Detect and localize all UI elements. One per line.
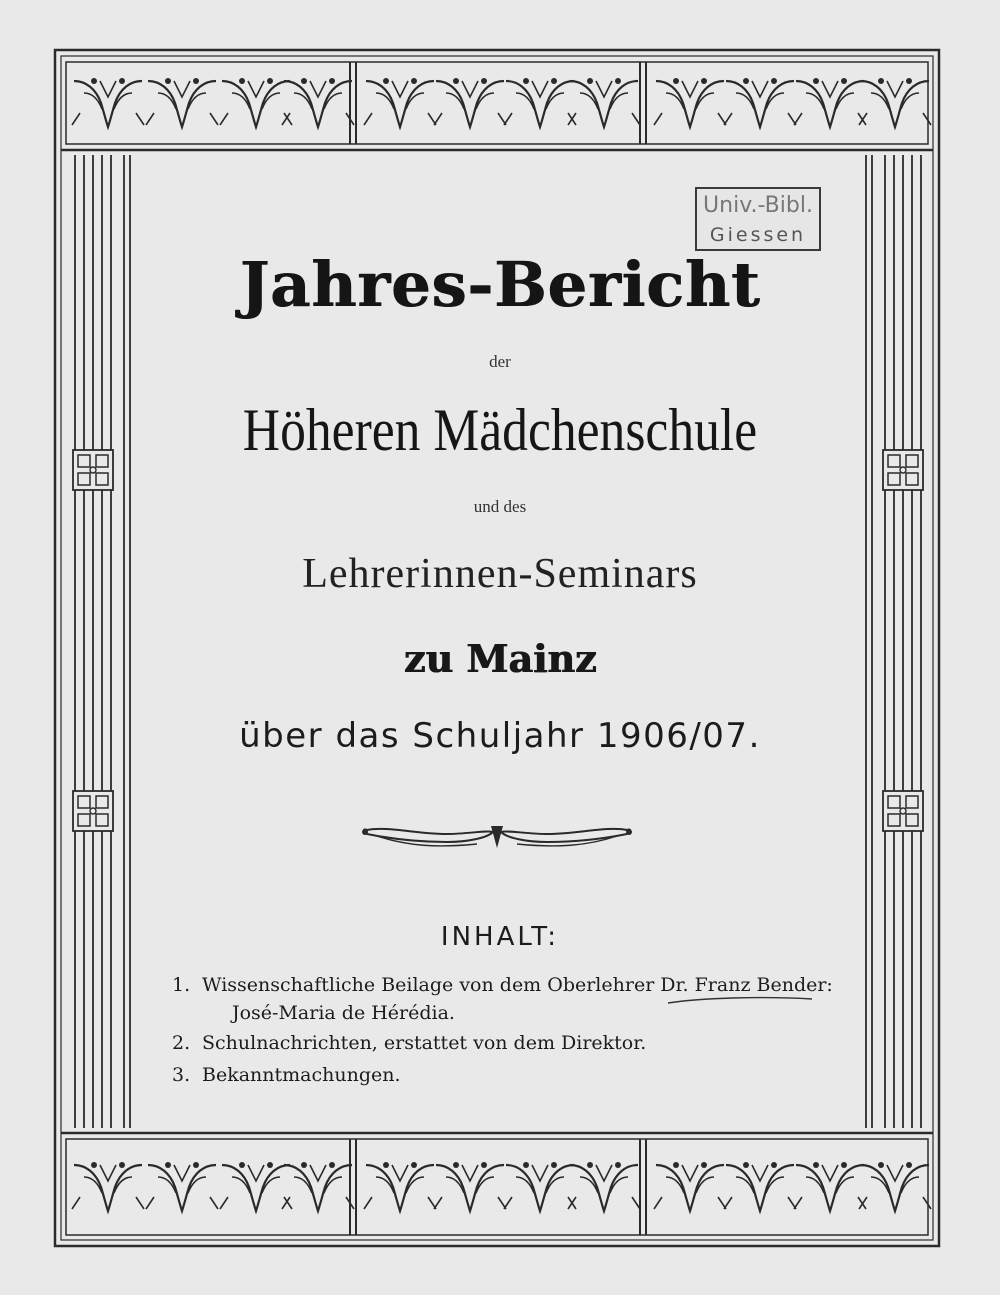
connector-und-des: und des xyxy=(473,497,527,516)
library-stamp xyxy=(695,187,821,251)
band-ornament xyxy=(364,1162,436,1211)
stamp-line1: Univ.-Bibl. xyxy=(703,193,813,218)
band-ornament xyxy=(434,1162,506,1211)
band-ornament xyxy=(282,1162,354,1211)
item-number: 2. xyxy=(172,1032,191,1054)
item-text: Wissenschaftliche Beilage von dem Oberlehrer Dr. Franz Bender: xyxy=(202,974,833,996)
contents-item-continuation: José-Maria de Hérédia. xyxy=(232,1002,455,1024)
city-line: zu Mainz xyxy=(403,636,597,681)
band-ornament xyxy=(654,1162,726,1211)
seminar-name: Lehrerinnen-Seminars xyxy=(302,551,698,597)
school-year-line: über das Schuljahr 1906/07. xyxy=(239,716,761,756)
band-ornament xyxy=(654,78,726,127)
center-ornament xyxy=(362,826,632,848)
band-ornament xyxy=(568,78,640,127)
band-ornament xyxy=(220,1162,292,1211)
band-ornament xyxy=(504,1162,576,1211)
band-ornament xyxy=(724,78,796,127)
item-number: 1. xyxy=(172,974,191,996)
item-text: Schulnachrichten, erstattet von dem Direktor. xyxy=(202,1032,647,1054)
band-ornament xyxy=(282,78,354,127)
school-name: Höheren Mädchenschule xyxy=(242,397,758,463)
band-ornament xyxy=(794,1162,866,1211)
connector-der: der xyxy=(489,352,511,371)
band-ornament xyxy=(724,1162,796,1211)
report-title: Jahres-Bericht xyxy=(239,248,761,321)
contents-item xyxy=(172,1064,401,1086)
item-text: Bekanntmachungen. xyxy=(202,1064,401,1086)
contents-heading: INHALT: xyxy=(440,922,560,952)
contents-item xyxy=(172,974,833,996)
band-ornament xyxy=(146,1162,218,1211)
band-ornament xyxy=(504,78,576,127)
band-ornament xyxy=(220,78,292,127)
band-ornament xyxy=(794,78,866,127)
band-ornament xyxy=(72,78,144,127)
band-ornament xyxy=(146,78,218,127)
stamp-line2: Giessen xyxy=(709,224,807,246)
band-ornament xyxy=(859,78,931,127)
item-number: 3. xyxy=(172,1064,191,1086)
band-ornament xyxy=(434,78,506,127)
contents-item xyxy=(172,1032,646,1054)
band-ornament xyxy=(568,1162,640,1211)
band-ornament xyxy=(72,1162,144,1211)
band-ornament xyxy=(859,1162,931,1211)
band-ornament xyxy=(364,78,436,127)
